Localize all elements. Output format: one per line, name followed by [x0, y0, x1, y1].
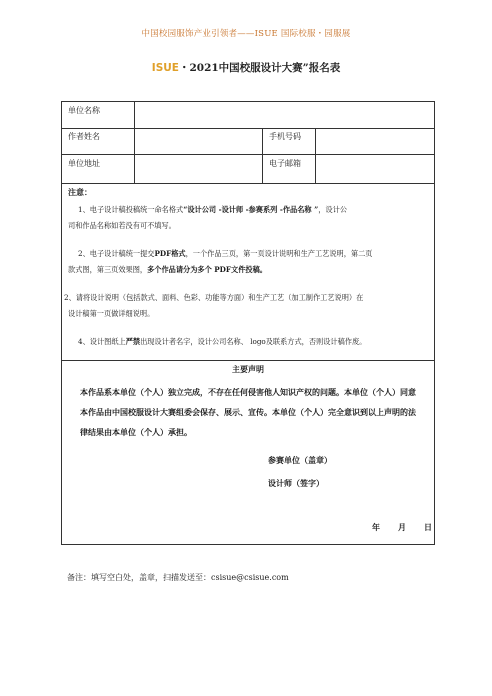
notes-heading: 注意：	[68, 187, 92, 197]
unit-name-label: 单位名称	[68, 106, 100, 115]
phone-label: 手机号码	[269, 132, 301, 141]
note-item-4: 4、设计图纸上严禁出现设计者名字，设计公司名称、 logo及联系方式，否则设计稿作废。	[78, 337, 367, 346]
footer-note: 备注：填写空白处，盖章，扫描发送至：csisue@csisue.com	[67, 573, 289, 582]
note-item-3: 2、请将设计说明（包括款式、面料、色彩、功能等方面）和生产工艺（加工制作工艺说明）在 设计稿第一页做详细说明。	[64, 293, 364, 318]
phone-field[interactable]	[321, 129, 431, 154]
unit-seal-label: 参赛单位（盖章）	[268, 455, 332, 465]
email-label: 电子邮箱	[269, 159, 301, 168]
row-author	[62, 129, 434, 155]
author-label: 作者姓名	[68, 132, 100, 141]
address-field[interactable]	[140, 155, 260, 183]
registration-form	[61, 101, 435, 545]
date-day-label: 日	[424, 522, 432, 532]
brand-logo-text: ISUE	[151, 62, 179, 74]
email-field[interactable]	[321, 155, 431, 183]
declaration-title: 主要声明	[232, 364, 264, 374]
designer-signature-label: 设计师（签字）	[268, 478, 324, 488]
form-title-text: ・2021中国校服设计大赛”报名表	[178, 62, 341, 74]
declaration-body: 本作品系本单位（个人）独立完成，不存在任何侵害他人知识产权的问题。本单位（个人）同意本作品由中国校服设计大赛组委会保存、展示、宣传。本单位（个人）完全意识到以上声明的法律结果由本单位（个人）承担。	[80, 387, 416, 437]
form-title	[0, 60, 492, 75]
unit-name-field[interactable]	[140, 102, 430, 128]
author-field[interactable]	[140, 129, 260, 154]
note-item-2: 2、电子设计稿统一提交PDF格式，一个作品三页，第一页设计说明和生产工艺说明，第二页 款式图，第三页效果图，多个作品请分为多个 PDF文件投稿。	[68, 249, 373, 274]
row-address	[62, 155, 434, 184]
header-tagline: 中国校园服饰产业引领者——ISUE 国际校服・园服展	[141, 29, 351, 39]
date-year-label: 年	[372, 522, 380, 532]
row-unit-name	[62, 102, 434, 129]
date-month-label: 月	[398, 522, 406, 532]
note-item-1: 1、电子设计稿投稿统一命名格式“设计公司 -设计师 -参赛系列 -作品名称 ”，设计公 司和作品名称如若没有可不填写。	[68, 205, 348, 230]
address-label: 单位地址	[68, 159, 100, 168]
declaration-divider	[62, 360, 434, 361]
